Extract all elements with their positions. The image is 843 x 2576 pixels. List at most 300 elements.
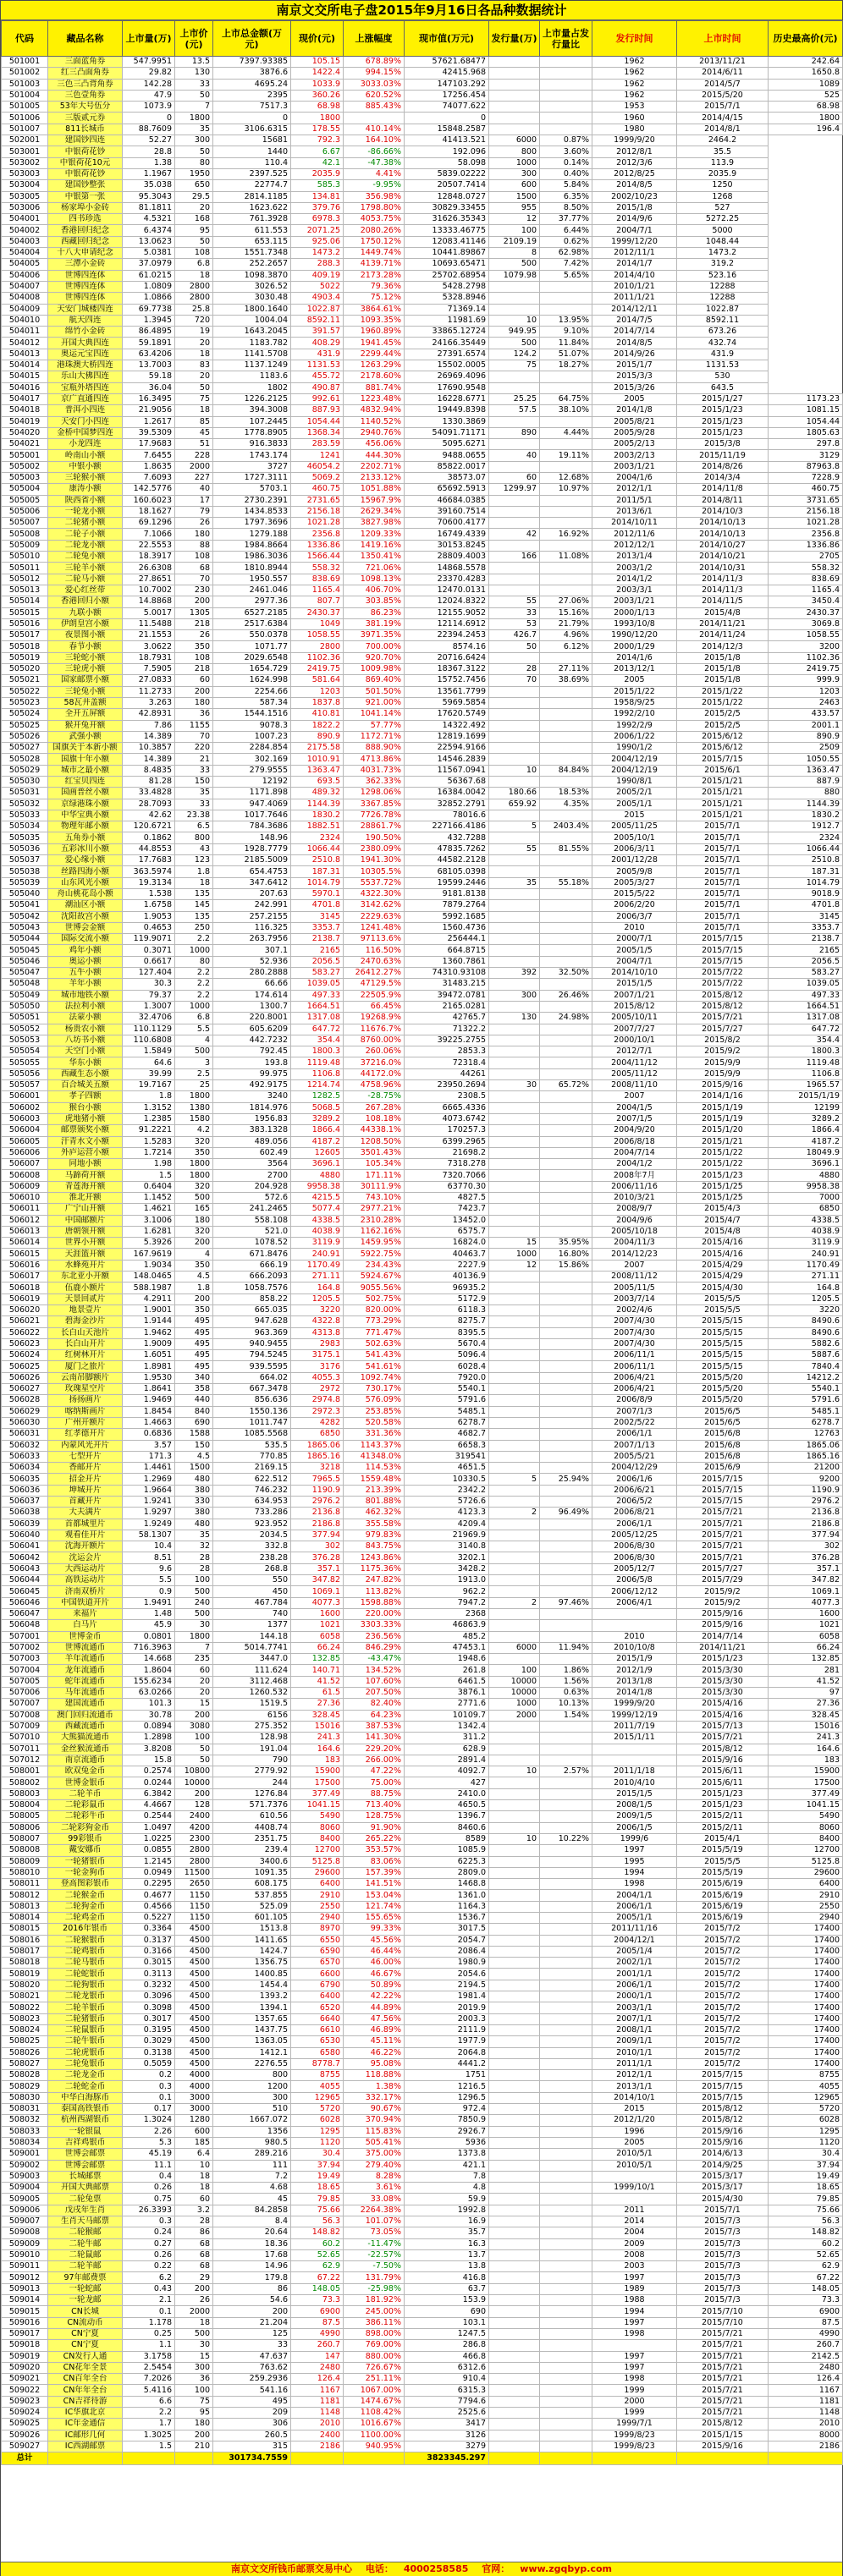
table-cell: 585.3 [291,180,344,191]
table-cell: 179.8 [213,2272,291,2283]
table-cell: 2397.525 [213,168,291,179]
table-cell: 中国邮额片 [48,1215,123,1226]
table-cell: 4031.73% [344,765,405,776]
table-cell: 法蒙小额 [48,1013,123,1024]
table-cell: 2185.5009 [213,855,291,866]
table-cell: 18 [175,2171,213,2182]
table-cell: 36 [175,709,213,720]
table-cell: 1500 [489,191,540,202]
table-cell: 123 [175,855,213,866]
table-row [2,518,843,529]
table-cell: 502.75% [344,1293,405,1304]
table-cell: 125 [213,2328,291,2339]
table-cell: 1000 [489,157,540,168]
table-cell: 1022.87 [677,304,769,315]
table-cell: 西藏生态小额 [48,1068,123,1079]
table-cell: 天空门小额 [48,1046,123,1057]
table-cell: 58.098 [405,157,489,168]
table-cell: 1.8641 [123,1384,175,1395]
table-cell: 180 [175,529,213,540]
table-row [2,888,843,899]
table-cell: 11.1 [123,2160,175,2171]
table-cell [592,1608,677,1619]
table-cell: 2015/7/2 [677,2047,769,2058]
table-cell: 沈海开额片 [48,1541,123,1552]
table-cell: 二轮羊邮 [48,2261,123,2272]
table-row [2,2317,843,2328]
table-cell [540,2295,592,2306]
table-cell: 17400 [769,1958,843,1969]
table-cell: 1800 [175,113,213,124]
table-cell: 88 [175,540,213,551]
table-cell: 506015 [2,1249,48,1260]
table-cell: 52.65 [769,2249,843,2260]
table-row [2,2396,843,2407]
table-cell [489,1451,540,1462]
table-row [2,2351,843,2362]
table-cell: 58瓦井盖额 [48,697,123,708]
table-cell: 505020 [2,664,48,675]
table-cell [489,652,540,663]
table-cell: 普洱小四连 [48,405,123,416]
table-cell: 508017 [2,1946,48,1957]
table-cell [540,2070,592,2081]
table-cell: 18.7931 [123,652,175,663]
table-cell: 100 [489,1665,540,1676]
table-cell: 0.3071 [123,945,175,956]
table-cell: 二轮狗金币 [48,1901,123,1912]
table-cell: 2910 [291,1890,344,1901]
table-cell: 2186 [769,2441,843,2452]
table-cell: 二轮鸡银币 [48,1946,123,1957]
table-cell: 485.2 [405,1631,489,1642]
table-cell: 2004/1/2 [592,1159,677,1170]
table-row [2,765,843,776]
table-cell: 260.7 [769,2340,843,2351]
table-cell: 1999/9/20 [592,135,677,146]
table-cell: 国际交流小额 [48,934,123,945]
table-cell: 856.636 [213,1395,291,1406]
table-cell: 480 [175,1519,213,1530]
table-cell [489,1497,540,1508]
table-cell: 17400 [769,2013,843,2024]
table-cell: 509002 [2,2160,48,2171]
table-cell: 260.7 [291,2340,344,2351]
table-row [2,79,843,90]
table-cell [540,2149,592,2160]
table-cell: 1962 [592,57,677,68]
table-cell: 9.6 [123,1563,175,1574]
table-cell [540,2408,592,2419]
table-cell: 15.86% [540,1260,592,1271]
table-cell: 2014/12/11 [592,304,677,315]
table-cell: 2012/11/1 [592,248,677,259]
table-cell: 1051.88% [344,484,405,495]
table-cell: 1.2145 [123,1856,175,1867]
table-cell: 600 [489,180,540,191]
table-cell: 1336.86 [769,540,843,551]
table-cell [540,1912,592,1923]
table-cell: 2015/1/7 [592,360,677,371]
table-cell: 2015/1/5 [592,1788,677,1799]
table-cell: 8.51 [123,1552,175,1563]
table-cell: 1000 [175,1001,213,1012]
table-cell: 10 [489,1833,540,1844]
table-cell: 京广直通四连 [48,393,123,404]
table-cell: 52.65 [291,2249,344,2260]
table-cell: 509013 [2,2283,48,2294]
table-cell: 505038 [2,866,48,877]
table-cell: 19.49 [769,2171,843,2182]
table-cell: 1422.4 [291,68,344,79]
table-cell: 4139.71% [344,259,405,270]
table-cell: 2012/1/1 [592,2070,677,2081]
table-cell: 2015/9/16 [677,1608,769,1619]
table-cell: 147 [291,2351,344,2362]
table-cell: 1999/10/1 [592,2183,677,2194]
table-cell: 3876.1 [405,1688,489,1699]
table-cell: 678.89% [344,57,405,68]
table-cell: 1953 [592,102,677,113]
table-cell: 140.71 [291,1665,344,1676]
table-cell: 135 [175,888,213,899]
table-cell: 508001 [2,1766,48,1777]
table-cell: 2814.1185 [213,191,291,202]
table-cell: 716.3963 [123,1642,175,1653]
table-cell: 25 [175,1080,213,1091]
table-cell [489,281,540,292]
table-cell: 659.92 [489,799,540,810]
table-cell: 576.09% [344,1395,405,1406]
table-cell: 110.1129 [123,1024,175,1035]
table-cell: 10109.7 [405,1710,489,1721]
table-cell: 509007 [2,2216,48,2227]
table-row [2,1463,843,1474]
table-cell: 504012 [2,338,48,349]
table-cell: 13.7003 [123,360,175,371]
table-cell: 1000 [175,945,213,956]
table-cell [489,956,540,967]
table-cell: 101.3 [123,1699,175,1710]
table-cell: 2015/7/15 [677,2070,769,2081]
table-cell: 20 [175,1688,213,1699]
table-row [2,168,843,179]
table-cell: 2015/7/1 [677,855,769,866]
table-cell: 253.85% [344,1406,405,1417]
table-cell: 1357.65 [213,2013,291,2024]
table-cell: 240.91 [769,1249,843,1260]
table-cell: 1150 [175,1901,213,1912]
table-cell: 4500 [175,1991,213,2002]
table-cell: 6118.3 [405,1304,489,1315]
table-cell: 2007/1/5 [592,1113,677,1124]
table-cell: 3.8208 [123,1744,175,1755]
table-cell: 887.9 [769,777,843,788]
table-cell: 110.4 [213,157,291,168]
table-row [2,743,843,754]
table-cell: 192.096 [405,146,489,157]
table-cell: 世博金币 [48,1631,123,1642]
table-cell: 506038 [2,1508,48,1519]
table-cell [540,1170,592,1181]
table-row [2,1811,843,1822]
table-cell: 1022.87 [291,304,344,315]
table-cell [489,2396,540,2407]
table-cell: 2380.09% [344,843,405,854]
table-cell: 35 [175,788,213,799]
table-cell: 2015/7/21 [677,2374,769,2385]
table-cell: 3.2 [175,2205,213,2216]
table-cell: 558.32 [291,563,344,574]
table-cell: 726.67% [344,2362,405,2373]
table-cell: 19.11% [540,450,592,461]
table-cell: 62.9 [769,2261,843,2272]
table-cell: 一轮猪银币 [48,1856,123,1867]
table-cell: 504014 [2,360,48,371]
table-cell: 0.26 [123,2249,175,2260]
table-cell: 506011 [2,1204,48,1215]
table-cell: 1250 [677,180,769,191]
table-cell: 武强小额 [48,731,123,742]
table-cell: 218 [175,618,213,629]
table-row [2,2441,843,2452]
table-cell: 二轮猴邮 [48,2227,123,2238]
table-cell: 2056.5 [291,956,344,967]
table-cell: 厦门之旅片 [48,1361,123,1372]
table-cell: 838.69 [769,574,843,585]
table-cell [489,1283,540,1293]
table-cell: 2202.71% [344,461,405,472]
table-cell [489,1463,540,1474]
table-cell: 2976.2 [291,1497,344,1508]
table-cell: 505010 [2,552,48,563]
table-cell: 12288 [677,281,769,292]
table-cell: 1171.898 [213,788,291,799]
table-cell: 东北亚小开额 [48,1272,123,1283]
table-cell: 509018 [2,2340,48,2351]
table-cell: 1941.45% [344,338,405,349]
table-cell: 3353.7 [769,922,843,933]
table-cell: 85822.0017 [405,461,489,472]
table-cell: 56.3 [291,2216,344,2227]
table-cell: 10441.89867 [405,248,489,259]
table-cell: 1.5849 [123,1046,175,1057]
table-row [2,236,843,247]
table-cell: 2000 [592,2396,677,2407]
table-cell: 97 [769,1688,843,1699]
table-cell [489,79,540,90]
table-cell: 长白山开片 [48,1338,123,1349]
table-cell: 2.57% [540,1766,592,1777]
table-cell: 2014/10/27 [677,540,769,551]
table-cell [489,1721,540,1732]
table-cell: 113.82% [344,1586,405,1597]
table-row [2,2070,843,2081]
table-cell: 1981.4 [405,1991,489,2002]
table-row [2,1710,843,1721]
table-cell: 1800.3 [291,1046,344,1057]
table-cell: 506002 [2,1102,48,1113]
table-cell: 73.3 [769,2295,843,2306]
table-cell: 500 [489,338,540,349]
table-cell: 506045 [2,1586,48,1597]
table-cell: 红孝德开片 [48,1429,123,1440]
table-cell: 40 [489,450,540,461]
table-cell: 5485.1 [405,1406,489,1417]
table-cell: 3400.6 [213,1856,291,1867]
table-cell: 2014/7/14 [592,327,677,338]
table-cell: 二轮羊币 [48,1788,123,1799]
table-cell [489,2227,540,2238]
table-cell: 800 [213,2070,291,2081]
table-cell: 2800 [291,641,344,652]
table-cell: 456.06% [344,439,405,450]
table-cell: 4.96% [540,630,592,641]
table-cell: 38573.07 [405,472,489,483]
table-cell: 二轮彩牛币 [48,1811,123,1822]
table-cell: 234.43% [344,1260,405,1271]
table-cell: 508004 [2,1800,48,1811]
table-row [2,1530,843,1541]
table-cell: 505034 [2,821,48,832]
table-row [2,1260,843,1271]
table-cell: 6.35% [540,191,592,202]
table-cell [489,2306,540,2317]
table-cell: 24.98% [540,1013,592,1024]
table-cell: 505027 [2,743,48,754]
table-cell: 一轮龙小额 [48,506,123,517]
table-cell: 32852.2791 [405,799,489,810]
table-cell: 3289.2 [291,1113,344,1124]
table-cell: 506044 [2,1575,48,1586]
table-cell: 10 [489,315,540,326]
table-cell: 1214.74 [291,1080,344,1091]
table-cell: 37216.0% [344,1057,405,1068]
table-cell: 1021.28 [769,518,843,529]
table-cell: 0.6617 [123,956,175,967]
table-cell: 1474.67% [344,2396,405,2407]
table-cell: 257.2155 [213,911,291,922]
table-cell: 2010/5/1 [592,2149,677,2160]
table-cell: 187.31 [769,866,843,877]
table-cell: 1.98 [123,1159,175,1170]
table-cell: 1912.7 [769,821,843,832]
table-cell [540,1406,592,1417]
table-cell: 龙年流通币 [48,1665,123,1676]
table-cell: 4.2 [175,1125,213,1136]
table-cell: 99.975 [213,1068,291,1079]
table-cell [489,574,540,585]
table-cell: 2284.854 [213,743,291,754]
table-cell: 508022 [2,2002,48,2013]
table-cell [489,2070,540,2081]
table-row [2,1519,843,1530]
table-cell: 1.0497 [123,1822,175,1833]
table-cell: 1296.5 [405,2092,489,2103]
table-cell: 792.3 [291,135,344,146]
table-cell: 2015/7/22 [677,979,769,990]
table-cell: 527 [677,202,769,213]
table-cell: 12605 [291,1147,344,1158]
table-row [2,1541,843,1552]
table-cell: 6900 [769,2306,843,2317]
table-cell [489,1541,540,1552]
table-cell: 1800 [175,1170,213,1181]
table-cell: 207.50% [344,1688,405,1699]
table-cell: 501002 [2,68,48,79]
table-cell: 153.04% [344,1890,405,1901]
table-cell: 国画普丝小额 [48,788,123,799]
table-cell: 506009 [2,1181,48,1192]
table-cell: 939.5595 [213,1361,291,1372]
table-cell: 2008/9/7 [592,1204,677,1215]
table-cell: 41.52 [769,1676,843,1687]
table-cell: 4077.3 [769,1597,843,1608]
table-cell: 0.4 [123,2171,175,2182]
table-cell: 0.22 [123,2261,175,2272]
table-cell: 1.2385 [123,1113,175,1124]
table-cell: 2809.0 [405,1867,489,1878]
table-cell: 1205.5 [291,1293,344,1304]
table-cell: 506007 [2,1159,48,1170]
table-cell: 1.3152 [123,1102,175,1113]
table-cell: 2000 [489,1710,540,1721]
table-cell: 4.5321 [123,214,175,225]
table-cell: 20716.6424 [405,652,489,663]
table-cell: 180.66 [489,788,540,799]
table-cell: 2012/1/1 [592,484,677,495]
table-cell: 内蒙风光开片 [48,1440,123,1451]
table-cell: 999.9 [769,675,843,686]
table-cell: 九联小额 [48,607,123,618]
table-cell: IC华旗北京 [48,2408,123,2419]
table-cell: 2004/11/12 [592,1057,677,1068]
table-cell: 2550 [291,1901,344,1912]
table-row [2,2183,843,2194]
table-row [2,484,843,495]
table-row [2,2081,843,2092]
table-cell [489,2238,540,2249]
table-cell: 505046 [2,956,48,967]
table-cell: 2015/4/8 [677,607,769,618]
table-cell: 21200 [769,1463,843,1474]
table-cell: 300 [489,990,540,1001]
table-cell: 32.50% [540,968,592,979]
table-cell: 1948.6 [405,1654,489,1665]
table-cell: 83.06% [344,1856,405,1867]
table-cell: 88.75% [344,1788,405,1799]
table-cell: 2977.36 [213,596,291,607]
table-cell: -28.75% [344,1091,405,1102]
table-cell: 1143.37% [344,1440,405,1451]
table-cell: 2015/7/1 [677,821,769,832]
table-cell: 2001.1 [769,720,843,731]
table-cell [489,1417,540,1428]
table-cell: 1999 [592,2408,677,2419]
table-cell: 1007.23 [213,731,291,742]
table-cell [489,461,540,472]
table-cell: 508010 [2,1867,48,1878]
table-cell [540,2306,592,2317]
table-cell: 20.64 [213,2227,291,2238]
table-cell: 4.5 [175,1272,213,1283]
table-cell: 4441.2 [405,2058,489,2069]
table-cell: 2324 [291,832,344,843]
table-cell [540,1181,592,1192]
table-cell: 1203 [291,686,344,697]
table-cell: 4880 [769,1170,843,1181]
table-cell: 75.00% [344,1777,405,1788]
